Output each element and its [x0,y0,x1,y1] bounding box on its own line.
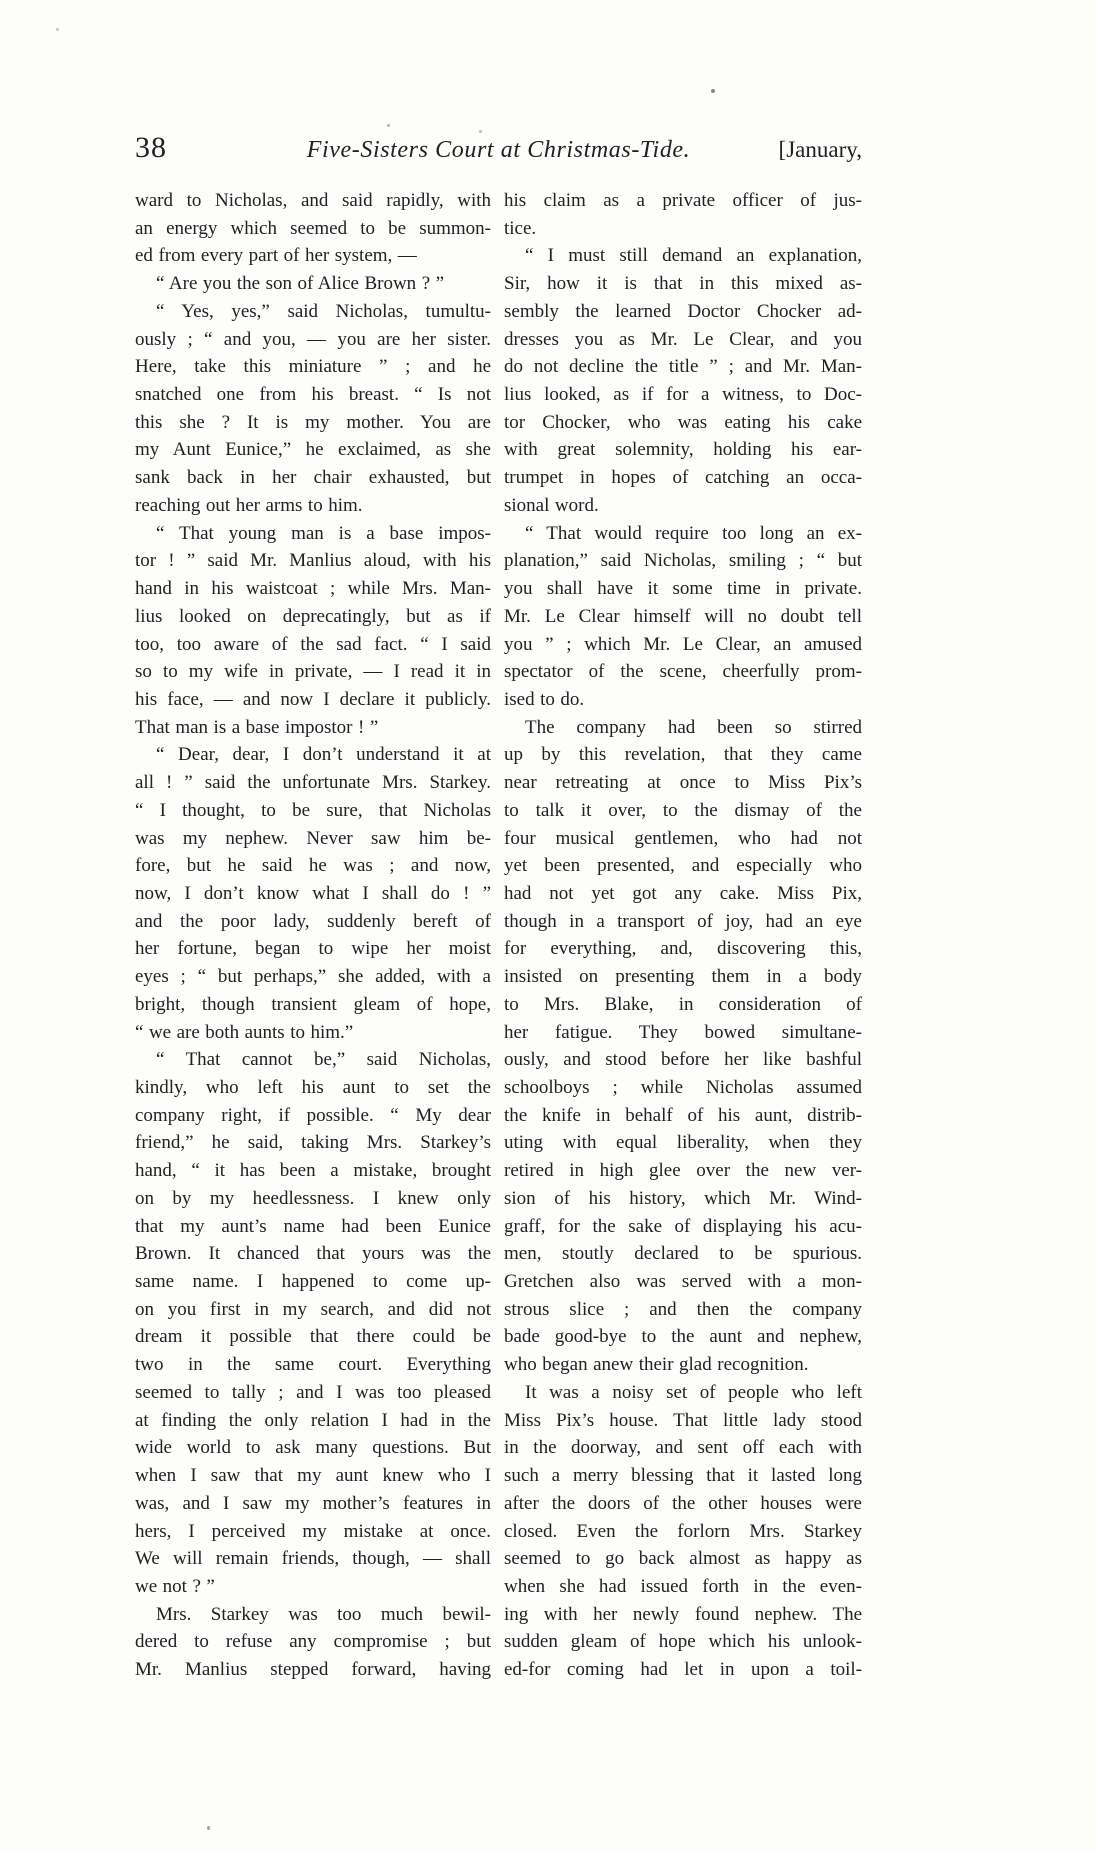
text-line: on by my heedlessness. I knew only [135,1187,491,1209]
text-line: strous slice ; and then the company [504,1298,862,1320]
text-line: in the doorway, and sent off each with [504,1437,862,1459]
text-line: was, and I saw my mother’s features in [135,1492,491,1514]
text-line: ised to do. [504,688,585,710]
text-line: had not yet got any cake. Miss Pix, [504,882,862,904]
text-line: though in a transport of joy, had an eye [504,910,862,932]
text-line: to Mrs. Blake, in consideration of [504,993,862,1015]
text-line: do not decline the title ” ; and Mr. Man- [504,356,862,378]
text-line: “ That cannot be,” said Nicholas, [156,1049,491,1071]
running-head [135,131,862,165]
text-line: “ Yes, yes,” said Nicholas, tumultu- [156,300,491,322]
text-line: my Aunt Eunice,” he exclaimed, as she [135,439,491,461]
text-line: to talk it over, to the dismay of the [504,799,862,821]
text-line: planation,” said Nicholas, smiling ; “ but [504,550,862,572]
text-line: this she ? It is my mother. You are [135,411,491,433]
text-line: “ That young man is a base impos- [156,522,491,544]
text-line: schoolboys ; while Nicholas assumed [504,1077,862,1098]
text-line: after the doors of the other houses were [504,1492,862,1514]
text-line: ed-for coming had let in upon a toil- [504,1659,862,1681]
running-title: Five-Sisters Court at Christmas-Tide. [306,137,691,163]
text-line: ed from every part of her system, — [135,245,417,267]
text-line: we not ? ” [135,1575,215,1597]
text-line: her fatigue. They bowed simultane- [504,1021,862,1043]
text-line: insisted on presenting them in a body [504,966,862,988]
text-line: four musical gentlemen, who had not [504,827,862,849]
text-line: same name. I happened to come up- [135,1271,491,1293]
text-line: Miss Pix’s house. That little lady stood [504,1409,862,1431]
text-line: dresses you as Mr. Le Clear, and you [504,328,862,350]
text-line: “ I must still demand an explanation, [525,245,862,267]
scan-speck [711,89,715,93]
text-line: when I saw that my aunt knew who I [135,1465,491,1487]
text-line: when she had issued forth in the even- [504,1575,862,1597]
text-line: uting with equal liberality, when they [504,1132,862,1154]
text-line: company right, if possible. “ My dear [135,1104,491,1126]
text-line: you shall have it some time in private. [504,578,862,600]
text-column-right [504,187,862,1684]
text-line: you ” ; which Mr. Le Clear, an amused [504,633,862,655]
text-line: We will remain friends, though, — shall [135,1548,491,1570]
text-line: now, I don’t know what I shall do ! ” [135,882,491,904]
text-line: dream it possible that there could be [135,1326,491,1348]
text-line: was my nephew. Never saw him be- [135,827,491,849]
text-line: yet been presented, and especially who [504,855,862,877]
text-line: Mr. Le Clear himself will no doubt tell [504,605,862,627]
text-line: sudden gleam of hope which his unlook- [504,1631,862,1653]
text-line: two in the same court. Everything [135,1354,491,1376]
text-line: Brown. It chanced that yours was the [135,1243,491,1265]
text-line: friend,” he said, taking Mrs. Starkey’s [135,1132,491,1154]
text-line: who began anew their glad recognition. [504,1354,809,1376]
text-line: all ! ” said the unfortunate Mrs. Starkey. [135,772,491,794]
text-line: the knife in behalf of his aunt, distrib- [504,1104,862,1126]
text-column-left [135,187,491,1684]
text-line: Here, take this miniature ” ; and he [135,356,491,378]
text-line: spectator of the scene, cheerfully prom- [504,661,862,683]
text-line: so to my wife in private, — I read it in [135,661,491,683]
text-line: snatched one from his breast. “ Is not [135,384,491,406]
text-line: kindly, who left his aunt to set the [135,1077,491,1098]
text-line: “ That would require too long an ex- [525,522,862,544]
text-line: up by this revelation, that they came [504,744,862,766]
issue-date: [January, [778,137,862,162]
text-line: ously, and stood before her like bashful [504,1049,862,1071]
scan-speck [56,28,59,31]
text-line: dered to refuse any compromise ; but [135,1631,491,1653]
text-line: tor ! ” said Mr. Manlius aloud, with his [135,550,491,572]
scan-speck [207,1826,210,1830]
text-line: seemed to tally ; and I was too pleased [135,1381,491,1403]
text-line: ously ; “ and you, — you are her sister. [135,328,491,350]
text-line: seemed to go back almost as happy as [504,1548,862,1570]
text-line: that my aunt’s name had been Eunice [135,1215,491,1237]
scan-speck [387,124,390,127]
scan-speck [479,130,482,133]
text-line: reaching out her arms to him. [135,494,363,516]
text-line: That man is a base impostor ! ” [135,716,379,738]
text-line: men, stoutly declared to be spurious. [504,1243,862,1265]
text-line: such a merry blessing that it lasted long [504,1465,862,1487]
text-line: an energy which seemed to be summon- [135,217,491,239]
text-line: ward to Nicholas, and said rapidly, with [135,190,491,211]
text-line: sional word. [504,494,599,516]
text-line: It was a noisy set of people who left [525,1381,862,1403]
page-number: 38 [135,131,167,164]
text-line: Sir, how it is that in this mixed as- [504,273,862,295]
text-line: her fortune, began to wipe her moist [135,938,491,960]
text-line: his claim as a private officer of jus- [504,190,862,211]
text-line: too, too aware of the sad fact. “ I said [135,633,491,655]
text-line: wide world to ask many questions. But [135,1437,491,1459]
text-line: with great solemnity, holding his ear- [504,439,862,461]
text-line: lius looked on deprecatingly, but as if [135,605,491,627]
text-line: “ Dear, dear, I don’t understand it at [156,744,491,766]
text-line: The company had been so stirred [525,716,862,738]
text-line: and the poor lady, suddenly bereft of [135,910,491,932]
text-line: fore, but he said he was ; and now, [135,855,491,877]
text-line: ing with her newly found nephew. The [504,1603,862,1625]
text-line: Mrs. Starkey was too much bewil- [156,1603,491,1625]
text-line: hand in his waistcoat ; while Mrs. Man- [135,578,491,600]
text-line: lius looked, as if for a witness, to Doc- [504,384,862,406]
text-line: Mr. Manlius stepped forward, having [135,1659,491,1681]
text-line: tor Chocker, who was eating his cake [504,411,862,433]
text-line: near retreating at once to Miss Pix’s [504,772,862,794]
text-line: closed. Even the forlorn Mrs. Starkey [504,1520,862,1542]
text-line: “ we are both aunts to him.” [135,1021,354,1043]
text-line: sembly the learned Doctor Chocker ad- [504,300,862,322]
text-line: sank back in her chair exhausted, but [135,467,491,489]
text-line: hers, I perceived my mistake at once. [135,1520,491,1542]
text-line: for everything, and, discovering this, [504,938,862,960]
text-line: sion of his history, which Mr. Wind- [504,1187,862,1209]
text-line: bade good-bye to the aunt and nephew, [504,1326,862,1348]
text-line: his face, — and now I declare it publicly. [135,688,491,710]
text-line: at finding the only relation I had in the [135,1409,491,1431]
text-line: hand, “ it has been a mistake, brought [135,1160,491,1182]
text-line: bright, though transient gleam of hope, [135,993,491,1015]
text-line: on you first in my search, and did not [135,1298,491,1320]
text-line: trumpet in hopes of catching an occa- [504,467,862,489]
text-line: “ I thought, to be sure, that Nicholas [135,799,491,821]
text-line: graff, for the sake of displaying his acu- [504,1215,862,1237]
text-line: “ Are you the son of Alice Brown ? ” [156,273,445,295]
text-line: tice. [504,217,537,239]
text-line: eyes ; “ but perhaps,” she added, with a [135,966,491,988]
text-line: retired in high glee over the new ver- [504,1160,862,1182]
text-line: Gretchen also was served with a mon- [504,1271,862,1293]
